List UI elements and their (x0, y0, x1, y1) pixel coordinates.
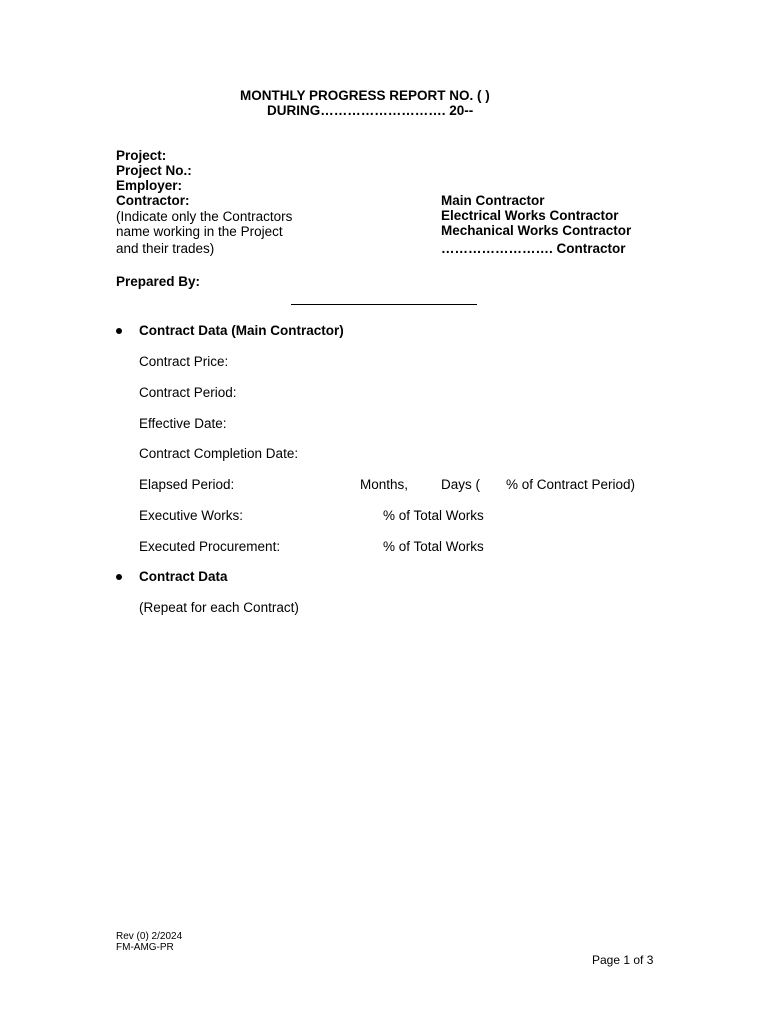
executed-procurement-label: Executed Procurement: (139, 539, 281, 554)
main-contractor-label: Main Contractor (441, 193, 545, 208)
bullet-icon (116, 328, 122, 334)
section2-note: (Repeat for each Contract) (139, 600, 299, 615)
project-no-label: Project No.: (116, 163, 192, 178)
project-label: Project: (116, 148, 167, 163)
elapsed-days-label: Days ( (441, 477, 481, 492)
section2-heading: Contract Data (139, 569, 228, 584)
contractor-label: Contractor: (116, 193, 190, 208)
other-contractor-label: ……………………. Contractor (441, 241, 626, 256)
contractor-note-line1: (Indicate only the Contractors (116, 209, 293, 224)
contractor-note-line2: name working in the Project (116, 224, 283, 239)
contract-price-label: Contract Price: (139, 354, 229, 369)
section1-heading: Contract Data (Main Contractor) (139, 323, 344, 338)
report-subtitle: DURING………………………. 20-- (267, 103, 474, 118)
form-code: FM-AMG-PR (116, 942, 174, 953)
elapsed-percent-label: % of Contract Period) (506, 477, 636, 492)
page-number: Page 1 of 3 (592, 953, 654, 967)
contractor-note-line3: and their trades) (116, 241, 215, 256)
bullet-icon (116, 574, 122, 580)
prepared-by-label: Prepared By: (116, 274, 201, 289)
revision-text: Rev (0) 2/2024 (116, 931, 183, 942)
contract-period-label: Contract Period: (139, 385, 237, 400)
effective-date-label: Effective Date: (139, 416, 227, 431)
elapsed-months-label: Months, (360, 477, 409, 492)
elapsed-period-label: Elapsed Period: (139, 477, 235, 492)
report-title: MONTHLY PROGRESS REPORT NO. ( ) (240, 88, 490, 103)
executed-procurement-percent: % of Total Works (383, 539, 484, 554)
executive-works-percent: % of Total Works (383, 508, 484, 523)
electrical-contractor-label: Electrical Works Contractor (441, 208, 619, 223)
employer-label: Employer: (116, 178, 183, 193)
completion-date-label: Contract Completion Date: (139, 446, 299, 461)
executive-works-label: Executive Works: (139, 508, 244, 523)
mechanical-contractor-label: Mechanical Works Contractor (441, 223, 632, 238)
signature-line (291, 304, 477, 305)
